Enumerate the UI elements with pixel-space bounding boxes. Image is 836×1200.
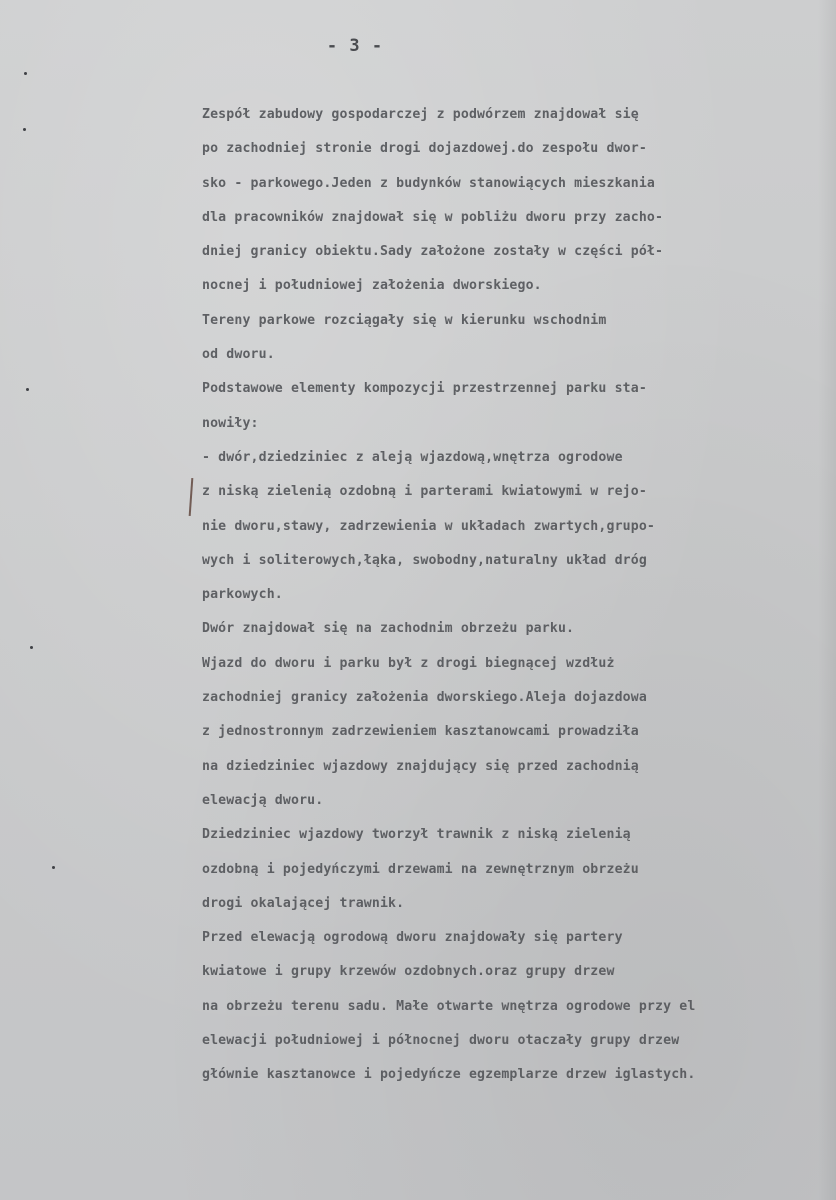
typewritten-text xyxy=(202,98,832,1093)
page-number: - 3 - xyxy=(326,36,384,56)
text-line: Przed elewacją ogrodową dworu znajdowały się partery xyxy=(202,930,623,946)
text-line: kwiatowe i grupy krzewów ozdobnych.oraz grupy drzew xyxy=(202,964,615,980)
text-line: Dziedziniec wjazdowy tworzył trawnik z niską zielenią xyxy=(202,827,631,843)
text-line: drogi okalającej trawnik. xyxy=(202,895,405,911)
paper-speck xyxy=(26,388,29,391)
text-line: Dwór znajdował się na zachodnim obrzeżu parku. xyxy=(202,621,575,637)
text-line: z niską zielenią ozdobną i parterami kwiatowymi w rejo- xyxy=(202,484,647,500)
paper-speck xyxy=(23,128,26,131)
text-line: nocnej i południowej założenia dworskiego. xyxy=(202,278,542,294)
text-line: parkowych. xyxy=(202,587,283,603)
text-line: nie dworu,stawy, zadrzewienia w układach zwartych,grupo- xyxy=(202,518,656,534)
text-line: elewacji południowej i północnej dworu otaczały grupy drzew xyxy=(202,1033,680,1049)
text-line: nowiły: xyxy=(202,415,259,431)
paper-speck xyxy=(52,866,55,869)
text-line: elewacją dworu. xyxy=(202,792,324,808)
text-line: Podstawowe elementy kompozycji przestrzennej parku sta- xyxy=(202,381,647,397)
text-line: po zachodniej stronie drogi dojazdowej.do zespołu dwor- xyxy=(202,141,647,157)
text-line: od dworu. xyxy=(202,347,275,363)
text-line: wych i soliterowych,łąka, swobodny,naturalny układ dróg xyxy=(202,552,647,568)
text-line: Zespół zabudowy gospodarczej z podwórzem znajdował się xyxy=(202,107,639,122)
text-line: z jednostronnym zadrzewieniem kasztanowcami prowadziła xyxy=(202,724,639,740)
text-line: na dziedziniec wjazdowy znajdujący się przed zachodnią xyxy=(202,758,639,774)
text-line: ozdobną i pojedyńczymi drzewami na zewnętrznym obrzeżu xyxy=(202,861,639,877)
text-line: - dwór,dziedziniec z aleją wjazdową,wnętrza ogrodowe xyxy=(202,449,623,465)
text-line: Wjazd do dworu i parku był z drogi biegnącej wzdłuż xyxy=(202,655,615,671)
text-line: sko - parkowego.Jeden z budynków stanowiących mieszkania xyxy=(202,175,656,191)
pen-mark xyxy=(189,478,194,516)
text-line: dniej granicy obiektu.Sady założone zostały w części pół- xyxy=(202,244,664,260)
text-line: Tereny parkowe rozciągały się w kierunku wschodnim xyxy=(202,312,607,328)
text-line: głównie kasztanowce i pojedyńcze egzemplarze drzew iglastych. xyxy=(202,1067,696,1083)
text-line: zachodniej granicy założenia dworskiego.Aleja dojazdowa xyxy=(202,690,647,706)
text-line: dla pracowników znajdował się w pobliżu dworu przy zacho- xyxy=(202,209,664,225)
paper-speck xyxy=(24,72,27,75)
text-line: na obrzeżu terenu sadu. Małe otwarte wnętrza ogrodowe przy el xyxy=(202,998,696,1014)
paper-speck xyxy=(30,646,33,649)
